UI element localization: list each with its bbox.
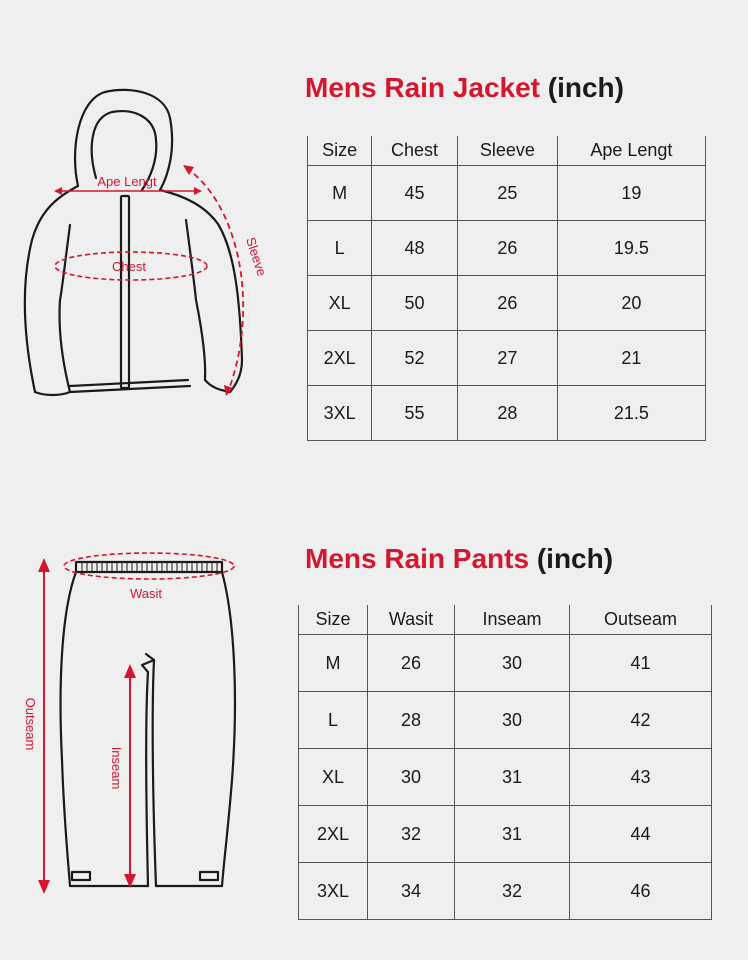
table-cell: 46 (570, 863, 712, 920)
table-row (308, 386, 706, 441)
column-header: Size (299, 605, 368, 635)
table-cell: 30 (454, 635, 569, 692)
table-cell: 30 (454, 692, 569, 749)
table-cell: 3XL (299, 863, 368, 920)
table-cell: 45 (372, 166, 458, 221)
table-cell: 3XL (308, 386, 372, 441)
table-cell: 19 (557, 166, 705, 221)
table-cell: M (299, 635, 368, 692)
table-cell: 55 (372, 386, 458, 441)
table-row (299, 635, 712, 692)
table-row (308, 166, 706, 221)
table-cell: 27 (457, 331, 557, 386)
table-cell: XL (299, 749, 368, 806)
table-cell: XL (308, 276, 372, 331)
table-cell: 42 (570, 692, 712, 749)
table-cell: 26 (457, 221, 557, 276)
table-cell: 25 (457, 166, 557, 221)
jacket-title-unit: (inch) (547, 72, 624, 103)
table-row (308, 221, 706, 276)
table-cell: 48 (372, 221, 458, 276)
jacket-title (305, 72, 624, 104)
column-header: Wasit (368, 605, 455, 635)
table-row (299, 863, 712, 920)
table-cell: 28 (368, 692, 455, 749)
table-cell: 26 (368, 635, 455, 692)
jacket-title-main: Mens Rain Jacket (305, 72, 540, 103)
table-header-row (299, 605, 712, 635)
table-cell: 31 (454, 749, 569, 806)
table-cell: 30 (368, 749, 455, 806)
table-cell: 50 (372, 276, 458, 331)
column-header: Chest (372, 136, 458, 166)
table-cell: 34 (368, 863, 455, 920)
table-row (299, 806, 712, 863)
column-header: Outseam (570, 605, 712, 635)
ape-length-label: Ape Lengt (97, 174, 157, 189)
column-header: Ape Lengt (557, 136, 705, 166)
column-header: Size (308, 136, 372, 166)
table-cell: 41 (570, 635, 712, 692)
table-header-row (308, 136, 706, 166)
table-row (308, 276, 706, 331)
table-row (299, 692, 712, 749)
inseam-label: Inseam (109, 746, 124, 790)
jacket-size-table (307, 136, 706, 441)
pants-title (305, 543, 613, 575)
table-cell: 28 (457, 386, 557, 441)
table-cell: 44 (570, 806, 712, 863)
outseam-label: Outseam (23, 697, 38, 751)
sleeve-label: Sleeve (243, 235, 270, 278)
table-cell: 21 (557, 331, 705, 386)
pants-title-main: Mens Rain Pants (305, 543, 530, 574)
table-cell: 26 (457, 276, 557, 331)
chest-label: Chest (112, 259, 146, 274)
table-cell: 2XL (308, 331, 372, 386)
table-cell: 32 (368, 806, 455, 863)
column-header: Inseam (454, 605, 569, 635)
table-cell: 43 (570, 749, 712, 806)
table-cell: L (308, 221, 372, 276)
waist-label: Wasit (129, 586, 163, 601)
table-cell: L (299, 692, 368, 749)
pants-size-table (298, 605, 712, 920)
table-cell: 52 (372, 331, 458, 386)
table-cell: 31 (454, 806, 569, 863)
table-cell: 2XL (299, 806, 368, 863)
table-cell: 21.5 (557, 386, 705, 441)
table-cell: 32 (454, 863, 569, 920)
table-cell: M (308, 166, 372, 221)
table-cell: 19.5 (557, 221, 705, 276)
table-row (308, 331, 706, 386)
table-row (299, 749, 712, 806)
column-header: Sleeve (457, 136, 557, 166)
pants-title-unit: (inch) (536, 543, 614, 574)
pants-illustration (0, 0, 300, 960)
table-cell: 20 (557, 276, 705, 331)
